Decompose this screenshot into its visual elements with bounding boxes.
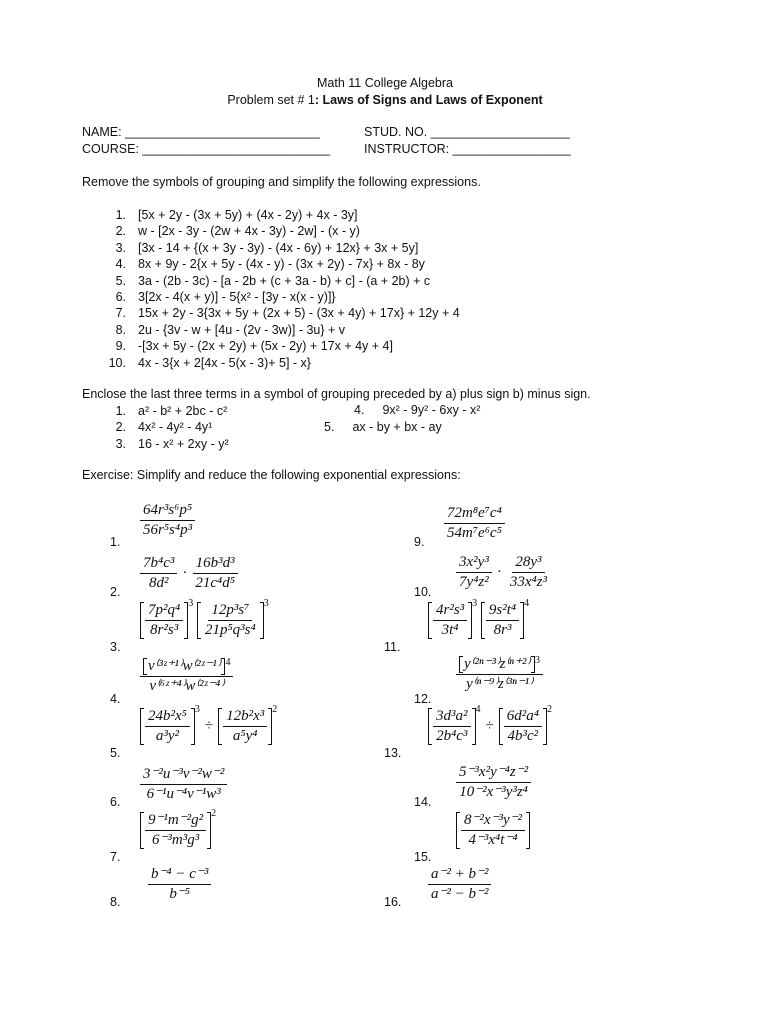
exercise-number: 5. bbox=[110, 746, 121, 760]
fraction: $\frac{\text{64r³s⁶p⁵}}{\text{56r⁵s⁴p³}}$ bbox=[140, 502, 195, 539]
exercise-number: 10. bbox=[414, 585, 432, 599]
exercise-number: 4. bbox=[110, 692, 121, 706]
bracket-group: $\frac{\text{4r²s³}}{\text{3t⁴}}$ bbox=[428, 602, 472, 639]
list-item: 5. 3a - (2b - 3c) - [a - 2b + (c + 3a - b) + c] - (a + 2b) + c bbox=[115, 273, 431, 288]
list-item: 2. 4x² - 4y² - 4y¹ bbox=[115, 420, 213, 435]
problem-set-title bbox=[0, 93, 770, 107]
list-item: 8. 2u - {3v - w + [4u - (2v - 3w)] - 3u} + v bbox=[115, 322, 346, 337]
list-item: 4. 9x² - 9y² - 6xy - x² bbox=[354, 403, 481, 417]
exercise-number: 14. bbox=[414, 795, 432, 809]
expression-6 bbox=[140, 766, 227, 803]
exercise-number: 9. bbox=[414, 535, 425, 549]
exercise-number: 1. bbox=[110, 535, 121, 549]
expression-16 bbox=[428, 866, 491, 903]
fraction: $\frac{\text{72m⁸e⁷c⁴}}{\text{54m⁷e⁶c⁵}}$ bbox=[444, 505, 505, 542]
list-item: 10. 4x - 3{x + 2[4x - 5(x - 3)+ 5] - x} bbox=[108, 355, 311, 370]
expression-9 bbox=[444, 505, 505, 542]
bracket-group: $\frac{\text{9s²t⁴}}{\text{8r³}}$ bbox=[481, 602, 524, 639]
list-item: 1. a² - b² + 2bc - c² bbox=[115, 404, 228, 418]
expression-10: $\frac{\text{3x²y³}}{\text{7y⁴z²}}$ · $\frac{\text{28y³}}{\text{33x⁴z³}}$ bbox=[456, 554, 550, 591]
fraction: $\frac{\text{5⁻³x²y⁻⁴z⁻²}}{\text{10⁻²x⁻³y³z⁴}}$ bbox=[456, 764, 531, 801]
bracket-group: v⁽³ᶻ⁺¹⁾w⁽²ᶻ⁻¹⁾ bbox=[143, 658, 225, 675]
exercise-number: 3. bbox=[110, 640, 121, 654]
expression-5: $\frac{\text{24b²x⁵}}{\text{a³y²}}$ $^3$÷ $\frac{\text{12b²x³}}{\text{a⁵y⁴}}$ $^2$ bbox=[140, 708, 277, 745]
course-field: COURSE: ___________________________ bbox=[82, 142, 331, 156]
exercise-number: 8. bbox=[110, 895, 121, 909]
problem-set-topic: : Laws of Signs and Laws of Exponent bbox=[314, 93, 543, 107]
expression-3: $\frac{\text{7p²q⁴}}{\text{8r²s³}}$ $^3$ $\frac{\text{12p³s⁷}}{\text{21p⁵q³s⁴}}$ $^3$ bbox=[140, 602, 269, 639]
expression-4 bbox=[140, 658, 233, 695]
bracket-group: $\frac{\text{24b²x⁵}}{\text{a³y²}}$ bbox=[140, 708, 195, 745]
expression-15 bbox=[456, 812, 530, 849]
name-field: NAME: ____________________________ bbox=[82, 125, 320, 139]
fraction: $\frac{\text{7b⁴c³}}{\text{8d²}}$ bbox=[140, 555, 177, 592]
problem-set-number: Problem set # 1 bbox=[227, 93, 315, 107]
expression-12 bbox=[456, 656, 543, 693]
bracket-group: $\frac{\text{6d²a⁴}}{\text{4b³c²}}$ bbox=[499, 708, 547, 745]
fraction: $\frac{\text{3⁻²u⁻³v⁻²w⁻²}}{\text{6⁻¹u⁻⁴v⁻¹w³}}$ bbox=[140, 766, 227, 803]
bracket-group: $\frac{\text{9⁻¹m⁻²g²}}{\text{6⁻³m³g³}}$ bbox=[140, 812, 211, 849]
bracket-group: y⁽²ⁿ⁻³⁾z⁽ⁿ⁺²⁾ bbox=[459, 656, 535, 673]
list-item: 1. [5x + 2y - (3x + 5y) + (4x - 2y) + 4x - 3y] bbox=[115, 208, 358, 222]
list-item: 3. 16 - x² + 2xy - y² bbox=[115, 436, 229, 451]
list-item: 6. 3[2x - 4(x + y)] - 5{x² - [3y - x(x - y)]} bbox=[115, 290, 336, 305]
fraction: $\frac{\text{a⁻² + b⁻²}}{\text{a⁻² − b⁻²}}$ bbox=[428, 866, 491, 903]
expression-2: $\frac{\text{7b⁴c³}}{\text{8d²}}$ · $\frac{\text{16b³d³}}{\text{21c⁴d⁵}}$ bbox=[140, 555, 238, 592]
expression-13: $\frac{\text{3d³a²}}{\text{2b⁴c³}}$ $^4$÷ $\frac{\text{6d²a⁴}}{\text{4b³c²}}$ $^2$ bbox=[428, 708, 552, 745]
course-title: Math 11 College Algebra bbox=[317, 76, 453, 90]
list-item: 7. 15x + 2y - 3{3x + 5y + (2x + 5) - (3x + 4y) + 17x} + 12y + 4 bbox=[115, 306, 460, 321]
bracket-group: $\frac{\text{12p³s⁷}}{\text{21p⁵q³s⁴}}$ bbox=[197, 602, 264, 639]
bracket-group: $\frac{\text{8⁻²x⁻³y⁻²}}{\text{4⁻³x⁴t⁻⁴}}$ bbox=[456, 812, 530, 849]
bracket-group: $\frac{\text{12b²x³}}{\text{a⁵y⁴}}$ bbox=[218, 708, 272, 745]
fraction: y⁽²ⁿ⁻³⁾z⁽ⁿ⁺²⁾ $^3$ y⁽ⁿ⁻⁹⁾z⁽³ⁿ⁻¹⁾ bbox=[456, 656, 543, 693]
fraction: $\frac{\text{b⁻⁴ − c⁻³}}{\text{b⁻⁵}}$ bbox=[148, 866, 211, 903]
instructor-field: INSTRUCTOR: _________________ bbox=[364, 142, 571, 156]
exercise-number: 15. bbox=[414, 850, 432, 864]
list-item: 9. -[3x + 5y - (2x + 2y) + (5x - 2y) + 17x + 4y + 4] bbox=[115, 339, 393, 354]
exercise-number: 16. bbox=[384, 895, 402, 909]
fraction: $\frac{\text{28y³}}{\text{33x⁴z³}}$ bbox=[509, 554, 548, 590]
list-item: 3. [3x - 14 + {(x + 3y - 3y) - (4x - 6y) + 12x} + 3x + 5y] bbox=[115, 240, 419, 255]
bracket-group: $\frac{\text{3d³a²}}{\text{2b⁴c³}}$ bbox=[428, 708, 476, 745]
exercise-instruction: Exercise: Simplify and reduce the following exponential expressions: bbox=[82, 468, 461, 482]
section2-instruction: Enclose the last three terms in a symbol of grouping preceded by a) plus sign b) minus sign. bbox=[82, 387, 591, 401]
expression-11: $\frac{\text{4r²s³}}{\text{3t⁴}}$ $^3$ $\frac{\text{9s²t⁴}}{\text{8r³}}$ $^4$ bbox=[428, 602, 529, 639]
exercise-number: 2. bbox=[110, 585, 121, 599]
expression-14 bbox=[456, 764, 531, 801]
stud-no-field: STUD. NO. ____________________ bbox=[364, 125, 570, 139]
fraction: $\frac{\text{16b³d³}}{\text{21c⁴d⁵}}$ bbox=[192, 555, 238, 592]
exercise-number: 7. bbox=[110, 850, 121, 864]
list-item: 5. ax - by + bx - ay bbox=[324, 420, 442, 434]
section1-list bbox=[90, 207, 460, 371]
fraction: $\frac{\text{3x²y³}}{\text{7y⁴z²}}$ bbox=[456, 554, 492, 591]
exercise-number: 13. bbox=[384, 746, 402, 760]
expression-8 bbox=[148, 866, 211, 903]
list-item: 2. w - [2x - 3y - (2w + 4x - 3y) - 2w] - (x - y) bbox=[115, 224, 360, 239]
list-item: 4. 8x + 9y - 2{x + 5y - (4x - y) - (3x + 2y) - 7x} + 8x - 8y bbox=[115, 257, 425, 272]
section1-instruction: Remove the symbols of grouping and simplify the following expressions. bbox=[82, 175, 481, 189]
fraction: v⁽³ᶻ⁺¹⁾w⁽²ᶻ⁻¹⁾ $^4$ v⁽⁶ᶻ⁺⁴⁾w⁽²ᶻ⁻⁴⁾ bbox=[140, 658, 233, 695]
expression-1 bbox=[140, 502, 195, 539]
section2-left-list bbox=[90, 403, 229, 452]
exercise-number: 6. bbox=[110, 795, 121, 809]
bracket-group: $\frac{\text{7p²q⁴}}{\text{8r²s³}}$ bbox=[140, 602, 188, 639]
expression-7: $\frac{\text{9⁻¹m⁻²g²}}{\text{6⁻³m³g³}}$ $^2$ bbox=[140, 812, 216, 849]
exercise-number: 11. bbox=[384, 640, 401, 654]
exercise-number: 12. bbox=[414, 692, 432, 706]
